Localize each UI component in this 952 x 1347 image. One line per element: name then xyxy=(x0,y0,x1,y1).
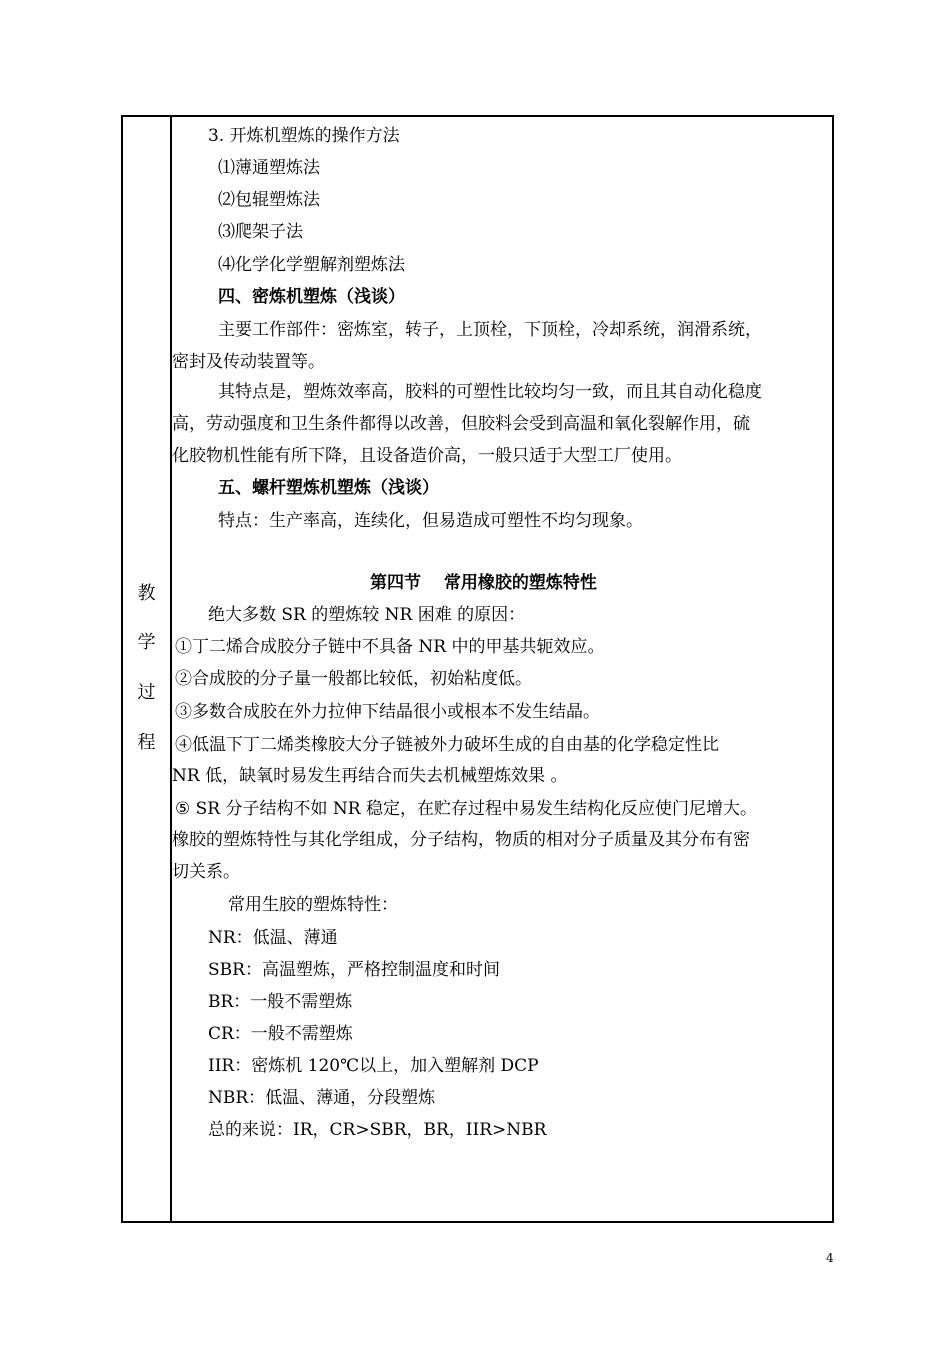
rubber-property-line: NR：低温、薄通 xyxy=(208,928,338,948)
rubber-property-line: SBR：高温塑炼，严格控制温度和时间 xyxy=(208,960,500,980)
rubber-property-line: BR：一般不需塑炼 xyxy=(208,992,353,1012)
side-label-char: 程 xyxy=(137,732,156,753)
list-item: ③多数合成胶在外力拉伸下结晶很小或根本不发生结晶。 xyxy=(175,702,600,722)
paragraph-line: 常用生胶的塑炼特性： xyxy=(228,895,398,915)
list-item: ④低温下丁二烯类橡胶大分子链被外力破坏生成的自由基的化学稳定性比 xyxy=(175,735,719,755)
paragraph-line: 高，劳动强度和卫生条件都得以改善，但胶料会受到高温和氧化裂解作用，硫 xyxy=(172,414,750,434)
list-item: ②合成胶的分子量一般都比较低，初始粘度低。 xyxy=(175,669,532,689)
section-heading: 五、螺杆塑炼机塑炼（浅谈） xyxy=(218,478,439,498)
paragraph-line: 化胶物机性能有所下降，且设备造价高，一般只适于大型工厂使用。 xyxy=(172,446,682,466)
rubber-property-line: CR：一般不需塑炼 xyxy=(208,1024,353,1044)
rubber-property-line: NBR：低温、薄通，分段塑炼 xyxy=(208,1088,436,1108)
side-label-char: 学 xyxy=(137,632,156,653)
paragraph-line: 切关系。 xyxy=(172,862,240,882)
paragraph-line: 主要工作部件：密炼室，转子，上顶栓，下顶栓，冷却系统，润滑系统， xyxy=(218,320,762,340)
paragraph-line: 特点：生产率高，连续化，但易造成可塑性不均匀现象。 xyxy=(218,511,643,531)
page-number: 4 xyxy=(826,1251,834,1265)
section-title: 第四节 常用橡胶的塑炼特性 xyxy=(370,573,597,593)
list-item: ⑵包辊塑炼法 xyxy=(218,190,320,210)
list-item: ①丁二烯合成胶分子链中不具备 NR 中的甲基共轭效应。 xyxy=(175,637,605,657)
side-label-char: 教 xyxy=(137,583,156,604)
column-divider xyxy=(170,117,172,1221)
heading-operation-methods: 3. 开炼机塑炼的操作方法 xyxy=(208,126,400,146)
side-label-char: 过 xyxy=(137,682,156,703)
paragraph-line: 密封及传动装置等。 xyxy=(172,352,325,372)
section-heading: 四、密炼机塑炼（浅谈） xyxy=(218,287,405,307)
paragraph-line: NR 低，缺氧时易发生再结合而失去机械塑炼效果 。 xyxy=(172,766,568,786)
list-item: ⑴薄通塑炼法 xyxy=(218,158,320,178)
paragraph-line: 橡胶的塑炼特性与其化学组成，分子结构，物质的相对分子质量及其分布有密 xyxy=(172,830,750,850)
paragraph-line: 其特点是，塑炼效率高，胶料的可塑性比较均匀一致，而且其自动化稳度 xyxy=(218,382,762,402)
list-item: ⑷化学化学塑解剂塑炼法 xyxy=(218,255,405,275)
summary-line: 总的来说：IR，CR>SBR，BR，IIR>NBR xyxy=(208,1120,547,1140)
rubber-property-line: IIR：密炼机 120℃以上，加入塑解剂 DCP xyxy=(208,1056,539,1076)
paragraph-line: 绝大多数 SR 的塑炼较 NR 困难 的原因： xyxy=(208,605,526,625)
list-item: ⑶爬架子法 xyxy=(218,222,303,242)
list-item: ⑤ SR 分子结构不如 NR 稳定，在贮存过程中易发生结构化反应使门尼增大。 xyxy=(175,799,757,819)
lesson-table xyxy=(121,115,834,1223)
